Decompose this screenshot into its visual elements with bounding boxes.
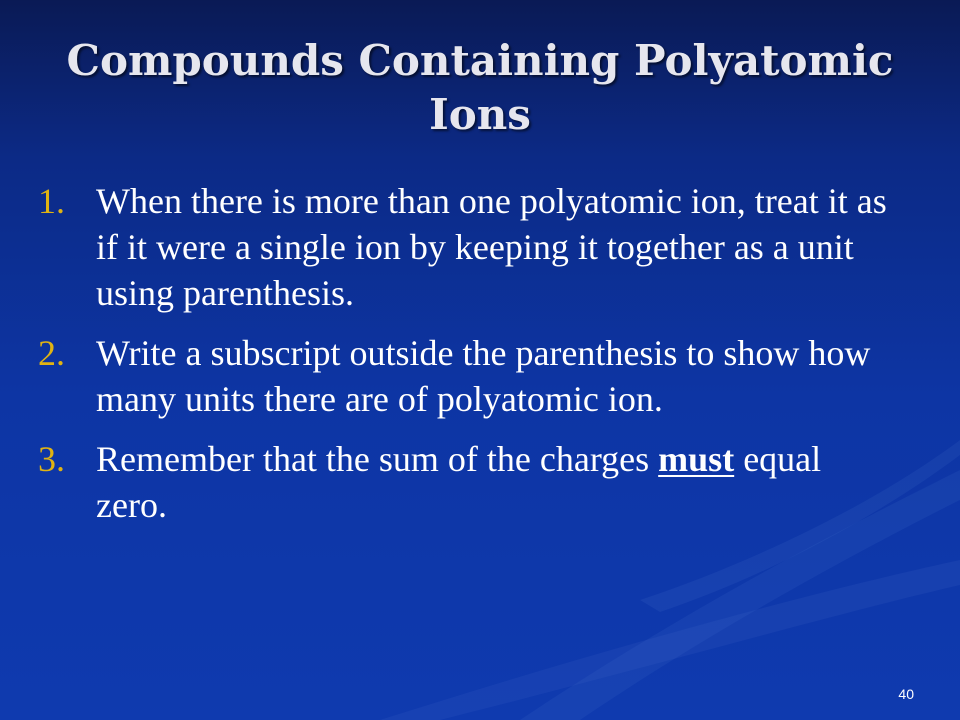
list-item-text: When there is more than one polyatomic ion, treat it as if it were a single ion by keeping it together as a unit using parenthesis. [96,181,887,313]
emphasized-word: must [658,439,735,479]
list-item [38,178,898,316]
slide-title: Compounds Containing Polyatomic Ions [66,36,894,139]
list-item-text [96,436,898,528]
list-item [38,436,898,528]
list-item [38,330,898,422]
list-item-number: 3. [38,439,65,479]
instruction-list [38,178,898,542]
list-item-text: Write a subscript outside the parenthesis to show how many units there are of polyatomic ion. [96,333,871,419]
slide-page-number: 40 [898,686,914,702]
list-item-text-before: Remember that the sum of the charges [96,439,659,479]
list-item-number: 1. [38,181,65,221]
list-item-number: 2. [38,333,65,373]
list-item-text-after: equal zero. [96,439,822,525]
